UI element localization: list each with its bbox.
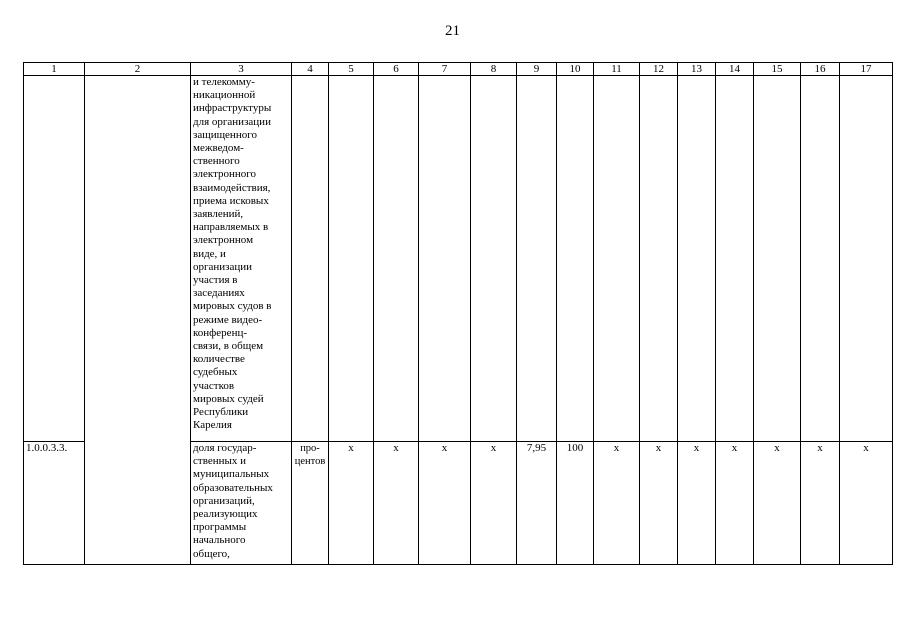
text-line: муниципальных [193,468,270,481]
text-line: электронном [193,234,254,247]
text-line: ственного [193,155,240,168]
row1-cell-13 [678,76,716,442]
col-number-3: 3 [191,63,292,76]
data-table [23,62,893,565]
col-number-12: 12 [640,63,678,76]
row2-cell-11: x [594,442,640,565]
row2-cell-17: x [840,442,893,565]
row1-unit-cell [292,76,329,442]
row1-indicator-text [191,76,292,442]
row1-cell-15 [754,76,801,442]
row1-cell-9 [517,76,557,442]
row2-cell-15: x [754,442,801,565]
text-line: организации [193,260,253,273]
col-number-11: 11 [594,63,640,76]
row1-cell-17 [840,76,893,442]
text-line: организаций, [193,494,255,507]
text-line: количестве [193,353,245,366]
text-line: защищенного [193,128,257,141]
text-line: центов [294,456,326,468]
text-line: межведом- [193,142,244,155]
text-line: никационной [193,89,256,102]
text-line: мировых судей [193,392,264,405]
text-line: взаимодействия, [193,181,271,194]
text-line: общего, [193,547,230,560]
text-line: виде, и [193,247,226,260]
text-line: участия в [193,274,238,287]
row2-cell-14: x [716,442,754,565]
col-number-2: 2 [85,63,191,76]
row1-cell-14 [716,76,754,442]
row1-cell-12 [640,76,678,442]
col-number-13: 13 [678,63,716,76]
text-line: начального [193,534,246,547]
text-line: мировых судов в [193,300,272,313]
col-number-10: 10 [557,63,594,76]
row2-cell-16: x [801,442,840,565]
text-line: связи, в общем [193,340,264,353]
text-line: и телекомму- [193,76,255,88]
col-number-8: 8 [471,63,517,76]
row2-cell-5: x [329,442,374,565]
row2-cell-12: x [640,442,678,565]
row2-cell-6: x [374,442,419,565]
row1-cell-7 [419,76,471,442]
text-line: судебных [193,366,238,379]
col-number-5: 5 [329,63,374,76]
col-number-15: 15 [754,63,801,76]
text-line: участков [193,379,235,392]
col-number-4: 4 [292,63,329,76]
text-line: инфраструктуры [193,102,272,115]
row2-cell-9: 7,95 [517,442,557,565]
text-line: электронного [193,168,257,181]
col-number-1: 1 [24,63,85,76]
row1-cell-11 [594,76,640,442]
row1-cell-5 [329,76,374,442]
col-number-7: 7 [419,63,471,76]
text-line: заявлений, [193,208,244,221]
row1-code-cell [24,76,85,442]
row2-cell-8: x [471,442,517,565]
col-number-6: 6 [374,63,419,76]
page-number: 21 [445,23,460,39]
text-line: режиме видео- [193,313,263,326]
text-line: программы [193,521,247,534]
column-number-row [24,63,893,76]
table-row [24,76,893,442]
text-line: реализующих [193,508,258,521]
row1-cell-6 [374,76,419,442]
col-number-17: 17 [840,63,893,76]
text-line: Карелия [193,419,232,432]
col-number-16: 16 [801,63,840,76]
text-line: для организации [193,115,271,128]
row2-cell-13: x [678,442,716,565]
row1-cell-8 [471,76,517,442]
text-line: приема исковых [193,194,269,207]
row2-unit-cell [292,442,329,565]
row1-cell-10 [557,76,594,442]
row2-indicator-text [191,442,292,565]
col-number-14: 14 [716,63,754,76]
row2-code-cell: 1.0.0.3.3. [24,442,85,565]
row2-cell-10: 100 [557,442,594,565]
text-line: ственных и [193,455,247,468]
text-line: Республики [193,406,249,419]
col-number-9: 9 [517,63,557,76]
text-line: конференц- [193,326,248,339]
text-line: доля государ- [193,442,257,454]
text-line: про- [300,443,320,454]
merged-col2-cell [85,76,191,565]
row1-cell-16 [801,76,840,442]
text-line: направляемых в [193,221,269,234]
row2-cell-7: x [419,442,471,565]
text-line: образовательных [193,481,273,494]
text-line: заседаниях [193,287,245,300]
